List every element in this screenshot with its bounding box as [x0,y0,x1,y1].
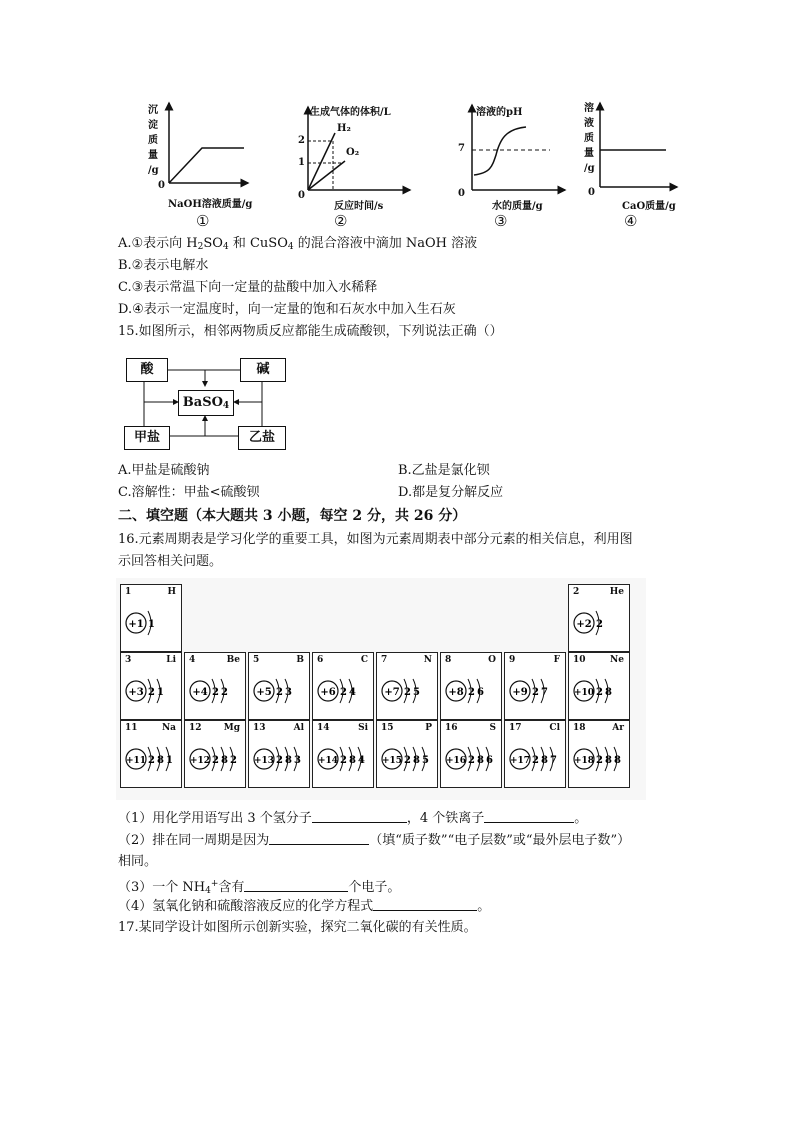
element-number: 2 [573,587,580,597]
shell-electron-count: 8 [285,755,292,766]
q16-part-2: （2）排在同一周期是因为 （填“质子数”“电子层数”或“最外层电子数”） [118,833,631,848]
element-number: 3 [125,655,132,665]
graph-4-origin: 0 [588,187,595,198]
q15-diagram [122,352,292,454]
shell-electron-count: 6 [477,687,484,698]
nucleus-charge: +12 [189,756,211,766]
element-number: 15 [381,723,394,733]
graph-4-ylabel: 溶 液 质 量 /g [584,103,595,174]
q15-node-base: 碱 [240,358,286,382]
shell-electron-count: 2 [532,755,539,766]
element-symbol: Si [358,723,368,733]
shell-electron-count: 2 [404,687,411,698]
element-cell-n [376,652,438,720]
element-cell-b [248,652,310,720]
q16-part-2-cont: 相同。 [118,854,158,869]
q16-stem-1: 16.元素周期表是学习化学的重要工具，如图为元素周期表中部分元素的相关信息，利用图 [118,532,633,547]
graph-4-caption: ④ [624,212,638,230]
shell-electron-count: 8 [605,755,612,766]
atom-structure-diagram [380,671,434,711]
nucleus-charge: +18 [573,756,595,766]
nucleus-charge: +17 [509,756,531,766]
element-symbol: Be [226,655,240,665]
element-symbol: Na [161,723,176,733]
periodic-table [116,578,646,800]
element-symbol: Cl [549,723,560,733]
atom-structure-diagram [252,671,306,711]
element-number: 9 [509,655,516,665]
atom-structure-diagram [444,671,498,711]
element-cell-mg [184,720,246,788]
element-cell-al [248,720,310,788]
graph-4 [582,95,692,235]
graph-3-caption: ③ [494,212,508,230]
shell-electron-count: 6 [486,755,493,766]
atom-structure-diagram [380,739,434,779]
element-cell-be [184,652,246,720]
element-symbol: S [489,723,496,733]
shell-electron-count: 2 [468,755,475,766]
shell-electron-count: 2 [468,687,475,698]
element-number: 10 [573,655,586,665]
answer-blank-5[interactable] [373,898,477,911]
atom-structure-diagram [252,739,306,779]
element-cell-h [120,584,182,652]
element-number: 12 [189,723,202,733]
graph-3-ylabel: 溶液的pH [476,107,523,118]
graph-2-origin: 0 [298,190,305,201]
shell-electron-count: 2 [212,687,219,698]
element-number: 11 [125,723,138,733]
nucleus-charge: +2 [576,619,592,630]
atom-structure-diagram [572,603,626,643]
answer-blank-4[interactable] [244,879,348,892]
element-number: 6 [317,655,324,665]
shell-electron-count: 4 [349,687,356,698]
shell-electron-count: 2 [596,687,603,698]
shell-electron-count: 5 [422,755,429,766]
element-cell-c [312,652,374,720]
atom-structure-diagram [188,739,242,779]
atom-structure-diagram [316,739,370,779]
section-title: 二、填空题（本大题共 3 小题，每空 2 分，共 26 分） [118,508,467,524]
graph-2-caption: ② [334,212,348,230]
nucleus-charge: +10 [573,688,595,698]
q14-option-d: D.④表示一定温度时，向一定量的饱和石灰水中加入生石灰 [118,302,456,317]
element-symbol: C [360,655,368,665]
graph-1-caption: ① [196,212,210,230]
shell-electron-count: 3 [294,755,301,766]
q14-option-a: A.①表示向 $H_2SO_4$ 和 CuSO$_4$ 的混合溶液中滴加 NaOH 溶液 [118,236,478,252]
q16-part-4: （4）氢氧化钠和硫酸溶液反应的化学方程式 。 [118,899,491,914]
element-number: 5 [253,655,260,665]
nucleus-charge: +16 [445,756,467,766]
graph-1-ylabel: 沉 淀 质 量 /g [148,105,159,176]
nucleus-charge: +13 [253,756,275,766]
shell-electron-count: 8 [605,687,612,698]
element-symbol: Al [293,723,304,733]
nucleus-charge: +6 [320,687,336,698]
q15-option-c: C.溶解性：甲盐<硫酸钡 [118,485,260,500]
element-number: 16 [445,723,458,733]
shell-electron-count: 7 [550,755,557,766]
graph-2-series-h2: H₂ [337,123,351,134]
atom-structure-diagram [572,739,626,779]
q15-option-d: D.都是复分解反应 [398,485,504,500]
element-cell-o [440,652,502,720]
graph-2-tick-2: 2 [298,135,305,146]
graph-1-origin: 0 [158,180,165,191]
q15-node-acid: 酸 [126,358,168,382]
q15-node-salt-a: 甲盐 [124,426,170,450]
shell-electron-count: 1 [157,687,164,698]
element-symbol: H [167,587,176,597]
element-cell-s [440,720,502,788]
shell-electron-count: 2 [404,755,411,766]
shell-electron-count: 8 [157,755,164,766]
shell-electron-count: 2 [340,755,347,766]
shell-electron-count: 2 [148,755,155,766]
atom-structure-diagram [188,671,242,711]
atom-structure-diagram [316,671,370,711]
nucleus-charge: +9 [512,687,528,698]
nucleus-charge: +8 [448,687,464,698]
graph-1-axes [120,95,270,235]
nucleus-charge: +7 [384,687,400,698]
shell-electron-count: 2 [221,687,228,698]
graph-3-xlabel: 水的质量/g [492,201,543,212]
graph-3-tick-7: 7 [458,143,465,154]
element-cell-p [376,720,438,788]
nucleus-charge: +15 [381,756,403,766]
shell-electron-count: 2 [276,687,283,698]
shell-electron-count: 8 [614,755,621,766]
graph-2 [290,95,440,235]
graph-2-tick-1: 1 [298,157,305,168]
atom-structure-diagram [444,739,498,779]
shell-electron-count: 2 [212,755,219,766]
element-symbol: Ar [612,723,624,733]
shell-electron-count: 8 [541,755,548,766]
answer-blank-2[interactable] [484,810,574,823]
atom-structure-diagram [572,671,626,711]
element-symbol: B [296,655,304,665]
answer-blank-3[interactable] [269,832,369,845]
shell-electron-count: 7 [541,687,548,698]
shell-electron-count: 1 [148,619,155,630]
q16-part-1: （1）用化学用语写出 3 个氢分子 ，4 个铁离子 。 [118,811,588,826]
element-number: 18 [573,723,586,733]
nucleus-charge: +14 [317,756,339,766]
q16-stem-2: 示回答相关问题。 [118,554,223,569]
element-symbol: Li [166,655,176,665]
q15-option-b: B.乙盐是氯化钡 [398,463,490,478]
element-cell-he [568,584,630,652]
shell-electron-count: 3 [285,687,292,698]
graph-2-ylabel: 生成气体的体积/L [310,107,391,118]
graph-4-xlabel: CaO质量/g [622,201,676,212]
nucleus-charge: +11 [125,756,147,766]
nucleus-charge: +1 [128,619,144,630]
nucleus-charge: +5 [256,687,272,698]
element-number: 17 [509,723,522,733]
graph-1-xlabel: NaOH溶液质量/g [168,199,253,210]
answer-blank-1[interactable] [312,810,407,823]
shell-electron-count: 2 [340,687,347,698]
shell-electron-count: 2 [596,619,603,630]
q14-option-c: C.③表示常温下向一定量的盐酸中加入水稀释 [118,280,378,295]
atom-structure-diagram [124,671,178,711]
nucleus-charge: +3 [128,687,144,698]
q15-node-salt-b: 乙盐 [238,426,286,450]
graph-3-origin: 0 [458,188,465,199]
element-number: 14 [317,723,330,733]
element-symbol: F [553,655,560,665]
element-cell-si [312,720,374,788]
element-cell-ne [568,652,630,720]
atom-structure-diagram [124,739,178,779]
shell-electron-count: 2 [148,687,155,698]
shell-electron-count: 2 [276,755,283,766]
element-cell-ar [568,720,630,788]
element-symbol: Ne [610,655,624,665]
graph-1 [120,95,270,235]
graph-2-series-o2: O₂ [346,147,360,158]
element-number: 7 [381,655,388,665]
element-symbol: He [609,587,624,597]
q15-node-baso4: BaSO$_4$ [178,390,234,416]
shell-electron-count: 8 [349,755,356,766]
element-cell-li [120,652,182,720]
element-cell-cl [504,720,566,788]
element-number: 8 [445,655,452,665]
element-symbol: P [425,723,432,733]
q14-option-b: B.②表示电解水 [118,258,209,273]
element-symbol: O [488,655,496,665]
q15-stem: 15.如图所示，相邻两物质反应都能生成硫酸钡，下列说法正确（） [118,324,503,339]
shell-electron-count: 8 [221,755,228,766]
q15-option-a: A.甲盐是硫酸钠 [118,463,210,478]
q16-part-3: （3）一个 $NH_4^+$含有 个电子。 [118,879,401,896]
element-cell-na [120,720,182,788]
element-number: 13 [253,723,266,733]
shell-electron-count: 8 [477,755,484,766]
shell-electron-count: 1 [166,755,173,766]
element-symbol: N [423,655,432,665]
shell-electron-count: 8 [413,755,420,766]
shell-electron-count: 2 [230,755,237,766]
q17-stem: 17.某同学设计如图所示创新实验，探究二氧化碳的有关性质。 [118,920,477,935]
atom-structure-diagram [508,739,562,779]
shell-electron-count: 2 [532,687,539,698]
shell-electron-count: 2 [596,755,603,766]
shell-electron-count: 4 [358,755,365,766]
atom-structure-diagram [124,603,178,643]
graph-2-xlabel: 反应时间/s [334,201,384,212]
element-symbol: Mg [223,723,240,733]
nucleus-charge: +4 [192,687,208,698]
element-number: 1 [125,587,132,597]
atom-structure-diagram [508,671,562,711]
element-cell-f [504,652,566,720]
shell-electron-count: 5 [413,687,420,698]
element-number: 4 [189,655,196,665]
graph-3 [450,95,580,235]
